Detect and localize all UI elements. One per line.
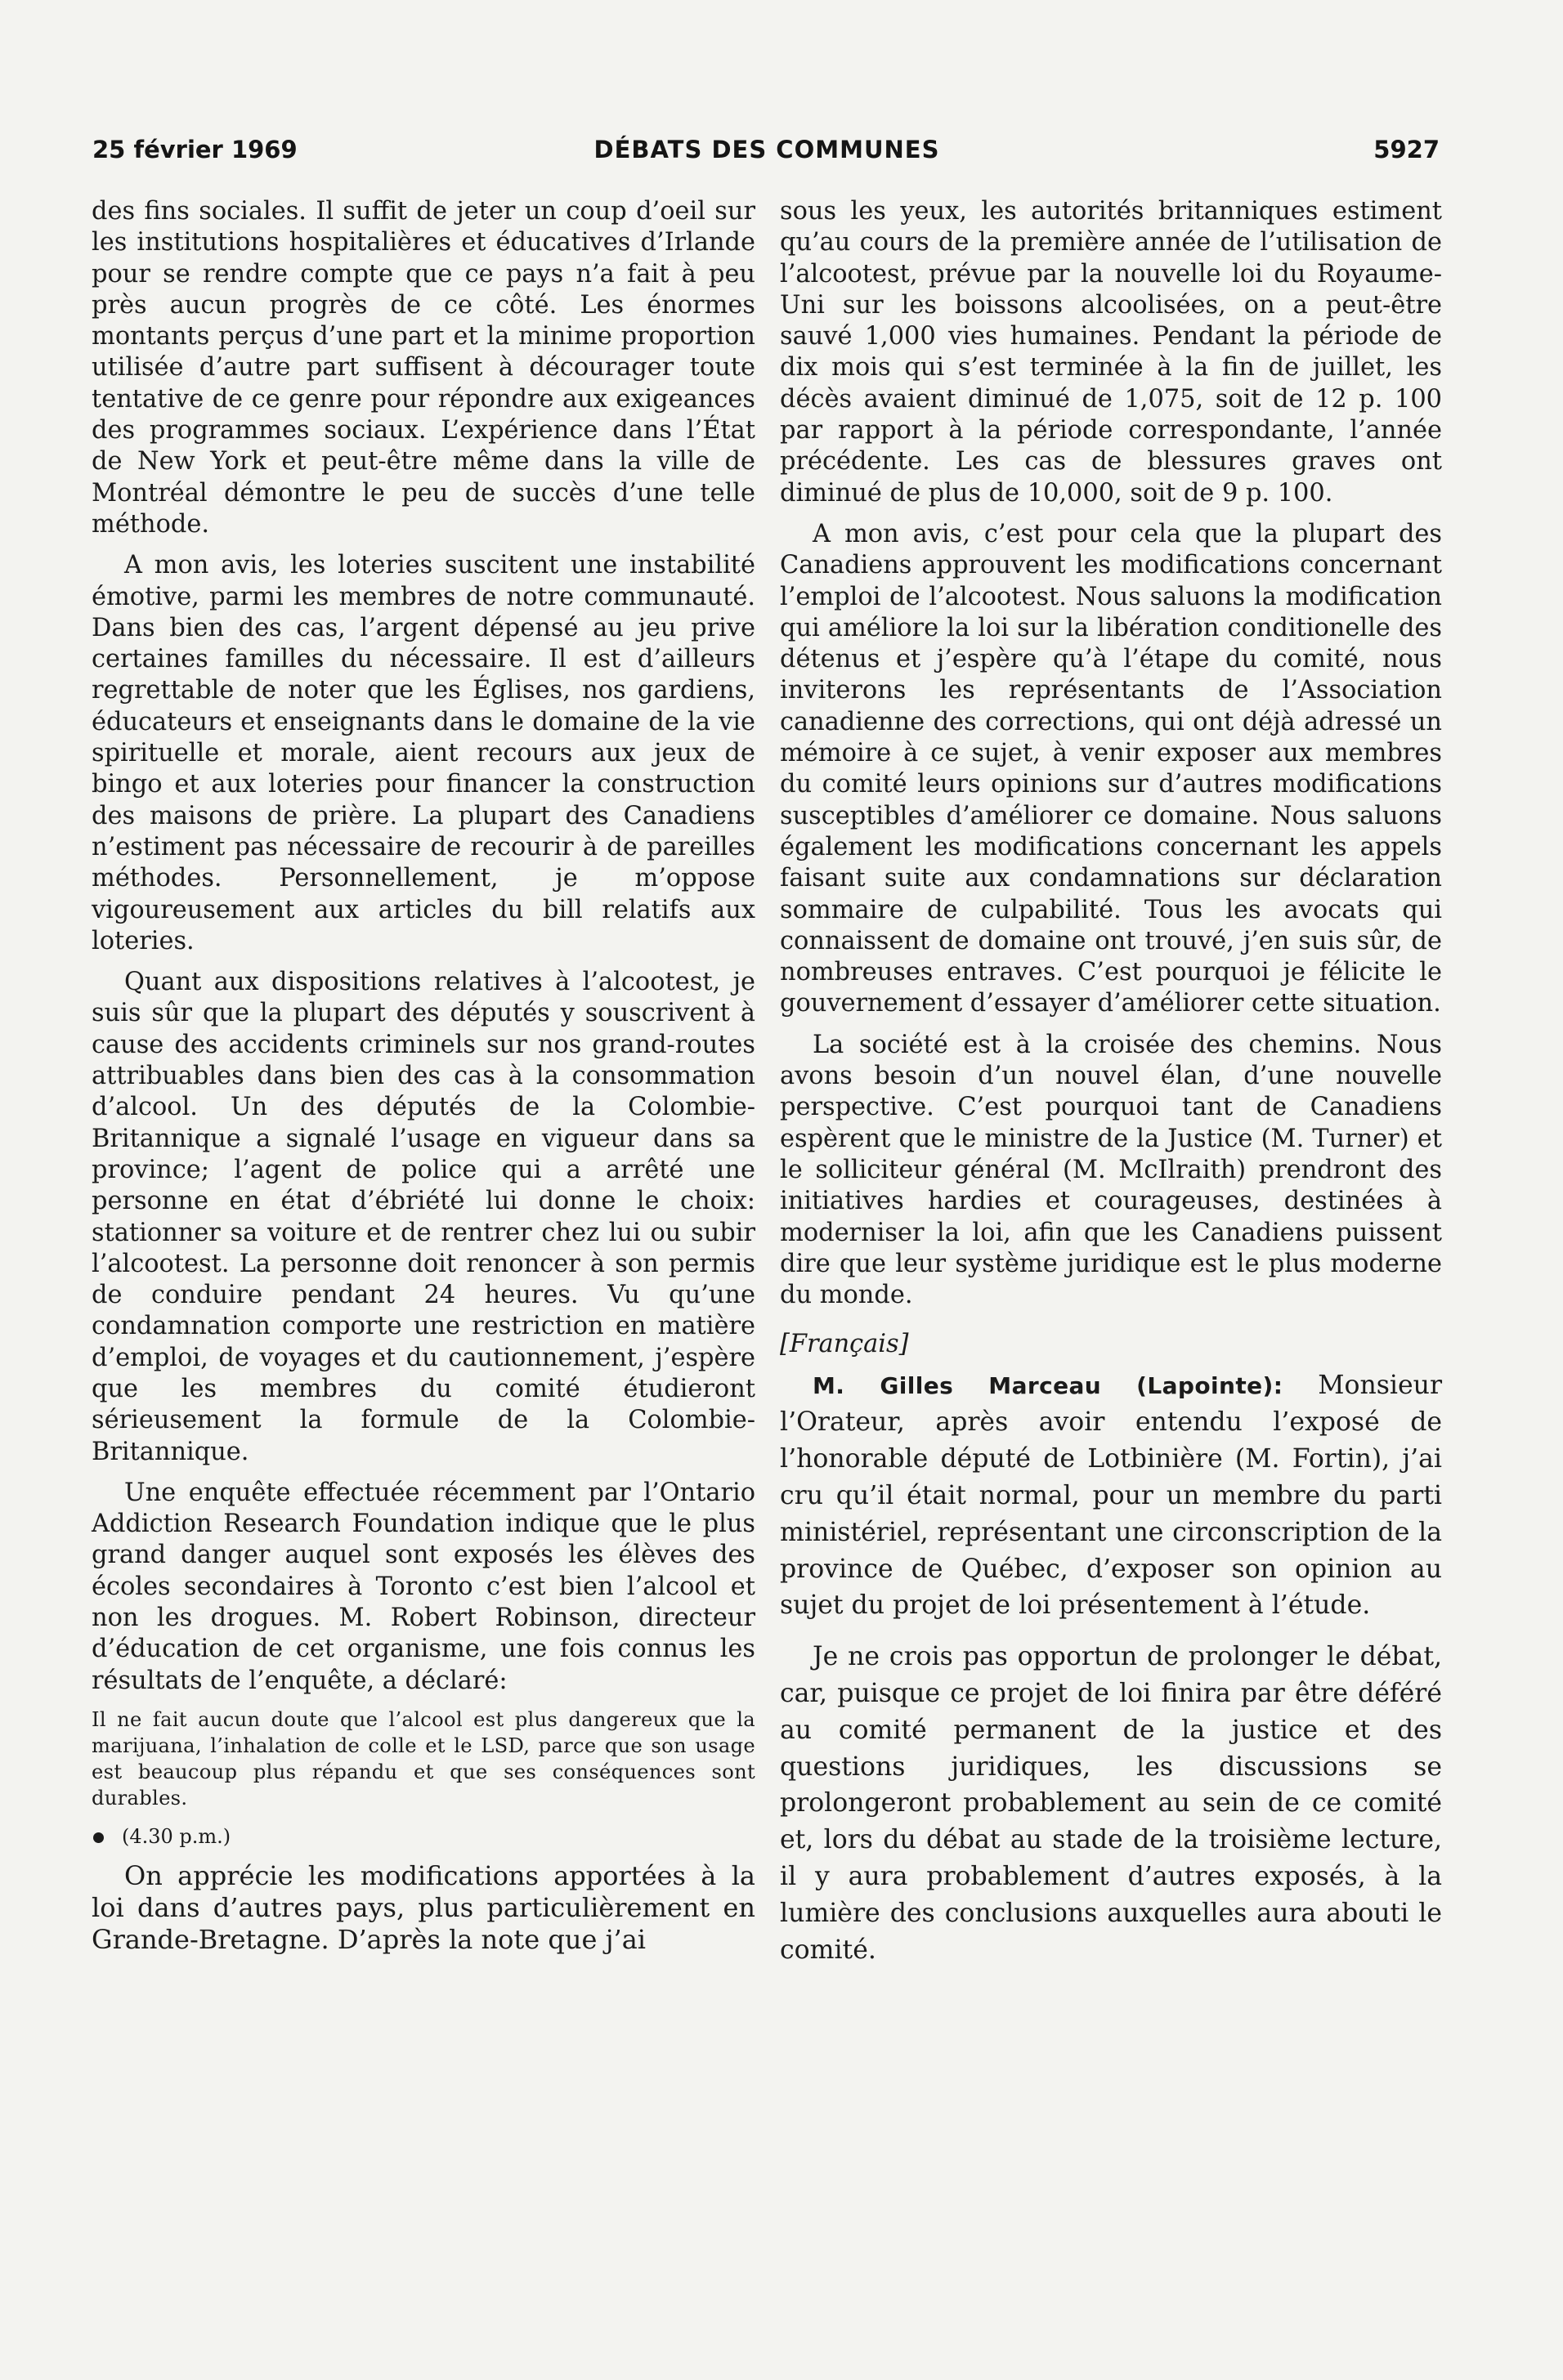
timestamp: (4.30 p.m.): [122, 1824, 231, 1848]
language-tag: [Français]: [780, 1330, 909, 1359]
speaker-text: Monsieur l’Orateur, après avoir entendu l’exposé de l’honorable député de Lotbinière (M. Fortin), j’ai cru qu’il était normal, pour un membre du parti ministériel, représentant une circonscription de la province de Québec, d’exposer son opinion au sujet du projet de loi présentement à l’étude.: [780, 1370, 1442, 1621]
speaker-paragraph: [780, 1367, 1442, 1625]
right-column: [780, 196, 1442, 1983]
paragraph: Je ne crois pas opportun de prolonger le débat, car, puisque ce projet de loi finira par être déféré au comité permanent de la justice et des questions juridiques, les discussions se prolongeront probablement au sein de ce comité et, lors du débat au stade de la troisième lecture, il y aura probablement d’autres exposés, à la lumière des conclusions auxquelles aura abouti le comité.: [780, 1642, 1442, 1965]
header-page-number: 5927: [1373, 136, 1440, 163]
paragraph: sous les yeux, les autorités britanniques estiment qu’au cours de la première année de l’utilisation de l’alcootest, prévue par la nouvelle loi du Royaume-Uni sur les boissons alcoolisées, on a peut-être sauvé 1,000 vies humaines. Pendant la période de dix mois qui s’est terminée à la fin de juillet, les décès avaient diminué de 1,075, soit de 12 p. 100 par rapport à la période correspondante, l’année précédente. Les cas de blessures graves ont diminué de plus de 10,000, soit de 9 p. 100.: [780, 197, 1442, 508]
timestamp-line: [92, 1821, 755, 1852]
paragraph: La société est à la croisée des chemins. Nous avons besoin d’un nouvel élan, d’une nouvelle perspective. C’est pourquoi tant de Canadiens espèrent que le ministre de la Justice (M. Turner) et le solliciteur général (M. McIlraith) prendront des initiatives hardies et courageuses, destinées à moderniser la loi, afin que les Canadiens puissent dire que leur système juridique est le plus moderne du monde.: [780, 1030, 1442, 1310]
paragraph: Une enquête effectuée récemment par l’Ontario Addiction Research Foundation indique que le plus grand danger auquel sont exposés les élèves des écoles secondaires à Toronto c’est bien l’alcool et non les drogues. M. Robert Robinson, directeur d’éducation de cet organisme, une fois connus les résultats de l’enquête, a déclaré:: [92, 1478, 755, 1695]
page-header: [92, 136, 1441, 168]
block-quote: Il ne fait aucun doute que l’alcool est plus dangereux que la marijuana, l’inhalation de colle et le LSD, parce que son usage est beaucoup plus répandu et que ses conséquences sont durables.: [92, 1707, 755, 1810]
paragraph: A mon avis, c’est pour cela que la plupart des Canadiens approuvent les modifications concernant l’emploi de l’alcootest. Nous saluons la modification qui améliore la loi sur la libération conditionelle des détenus et j’espère qu’à l’étape du comité, nous inviterons les représentants de l’Association canadienne des corrections, qui ont déjà adressé un mémoire à ce sujet, à venir exposer aux membres du comité leurs opinions sur d’autres modifications susceptibles d’améliorer ce domaine. Nous saluons également les modifications concernant les appels faisant suite aux condamnations sur déclaration sommaire de culpabilité. Tous les avocats qui connaissent de domaine ont trouvé, j’en suis sûr, de nombreuses entraves. C’est pourquoi je félicite le gouvernement d’essayer d’améliorer cette situation.: [780, 519, 1442, 1018]
paragraph: On apprécie les modifications apportées à la loi dans d’autres pays, plus particulièrement en Grande-Bretagne. D’après la note que j’ai: [92, 1860, 755, 1956]
paragraph: Quant aux dispositions relatives à l’alcootest, je suis sûr que la plupart des députés y souscrivent à cause des accidents criminels sur nos grand-routes attribuables dans bien des cas à la consommation d’alcool. Un des députés de la Colombie-Britannique a signalé l’usage en vigueur dans sa province; l’agent de police qui a arrêté une personne en état d’ébriété lui donne le choix: stationner sa voiture et de rentrer chez lui ou subir l’alcootest. La personne doit renoncer à son permis de conduire pendant 24 heures. Vu qu’une condamnation comporte une restriction en matière d’emploi, de voyages et du cautionnement, j’espère que les membres du comité étudieront sérieusement la formule de la Colombie-Britannique.: [92, 968, 755, 1466]
header-date: 25 février 1969: [92, 136, 298, 163]
speaker-name: M. Gilles Marceau (Lapointe):: [813, 1371, 1283, 1399]
paragraph: A mon avis, les loteries suscitent une instabilité émotive, parmi les membres de notre communauté. Dans bien des cas, l’argent dépensé au jeu prive certaines familles du nécessaire. Il est d’ailleurs regrettable de noter que les Églises, nos gardiens, éducateurs et enseignants dans le domaine de la vie spirituelle et morale, aient recours aux jeux de bingo et aux loteries pour financer la construction des maisons de prière. La plupart des Canadiens n’estiment pas nécessaire de recourir à de pareilles méthodes. Personnellement, je m’oppose vigoureusement aux articles du bill relatifs aux loteries.: [92, 551, 755, 955]
left-column: [92, 196, 755, 1966]
paragraph: des fins sociales. Il suffit de jeter un coup d’oeil sur les institutions hospitalières et éducatives d’Irlande pour se rendre compte que ce pays n’a fait à peu près aucun progrès de ce côté. Les énormes montants perçus d’une part et la minime proportion utilisée d’autre part suffisent à décourager toute tentative de ce genre pour répondre aux exigeances des programmes sociaux. L’expérience dans l’État de New York et peut-être même dans la ville de Montréal démontre le peu de succès d’une telle méthode.: [92, 197, 755, 539]
header-title: DÉBATS DES COMMUNES: [593, 136, 940, 163]
bullet-icon: [93, 1832, 104, 1843]
